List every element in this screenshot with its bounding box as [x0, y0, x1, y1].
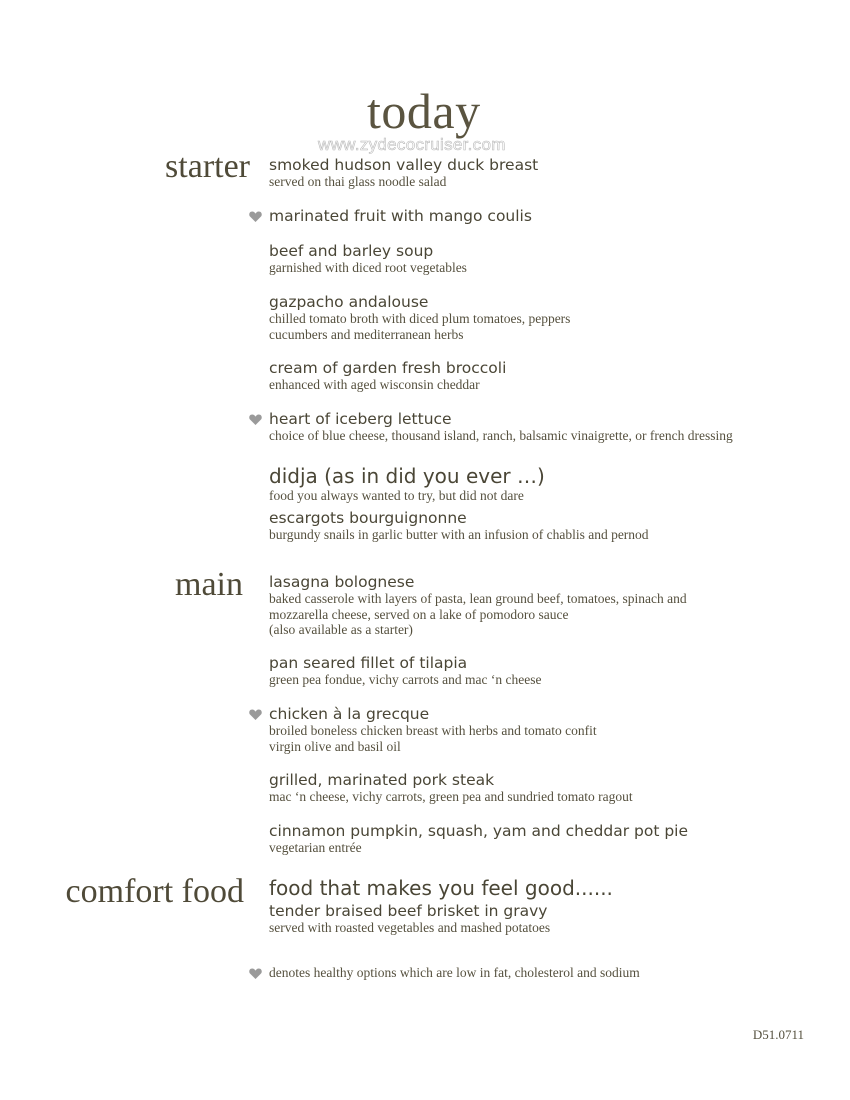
item-name: tender braised beef brisket in gravy: [269, 902, 548, 920]
heart-icon: [249, 211, 262, 222]
item-name: gazpacho andalouse: [269, 293, 429, 311]
starter-item: [269, 293, 829, 342]
comfort-block: [269, 876, 829, 936]
item-name: escargots bourguignonne: [269, 508, 467, 527]
item-name: cream of garden fresh broccoli: [269, 359, 507, 377]
item-desc: cucumbers and mediterranean herbs: [269, 326, 464, 342]
main-item: [269, 654, 829, 688]
menu-title: today: [367, 83, 481, 139]
section-main: main: [175, 566, 243, 603]
didja-heading: didja (as in did you ever …): [269, 464, 545, 488]
starter-item: [269, 410, 829, 444]
main-item: [269, 822, 829, 856]
item-name: heart of iceberg lettuce: [269, 410, 452, 428]
footnote-text: denotes healthy options which are low in fat, cholesterol and sodium: [269, 965, 640, 980]
item-desc: burgundy snails in garlic butter with an infusion of chablis and pernod: [269, 526, 649, 542]
main-item: [269, 771, 829, 805]
comfort-heading: food that makes you feel good......: [269, 876, 613, 900]
item-name: pan seared fillet of tilapia: [269, 654, 468, 672]
item-name: grilled, marinated pork steak: [269, 771, 495, 789]
healthy-footnote: [269, 965, 640, 981]
item-name: lasagna bolognese: [269, 573, 415, 591]
starter-item: [269, 156, 829, 190]
item-desc: vegetarian entrée: [269, 840, 362, 855]
main-item: [269, 705, 829, 754]
item-name: cinnamon pumpkin, squash, yam and cheddar pot pie: [269, 822, 689, 840]
item-desc: virgin olive and basil oil: [269, 738, 401, 754]
menu-code: D51.0711: [752, 1027, 804, 1042]
item-desc: chilled tomato broth with diced plum tomatoes, peppers: [269, 311, 571, 326]
item-desc: enhanced with aged wisconsin cheddar: [269, 377, 480, 392]
main-item: [269, 573, 829, 638]
starter-item: [269, 242, 829, 276]
item-name: beef and barley soup: [269, 242, 434, 260]
heart-icon: [249, 968, 262, 979]
item-name: marinated fruit with mango coulis: [269, 207, 532, 225]
item-desc: choice of blue cheese, thousand island, ranch, balsamic vinaigrette, or french dressing: [269, 428, 733, 443]
starter-item: [269, 207, 829, 225]
watermark-text: www.zydecocruiser.com: [318, 135, 506, 154]
section-comfort-food: comfort food: [65, 873, 244, 910]
item-desc: mac ‘n cheese, vichy carrots, green pea and sundried tomato ragout: [269, 789, 633, 804]
item-desc: mozzarella cheese, served on a lake of pomodoro sauce: [269, 606, 569, 622]
item-desc: (also available as a starter): [269, 622, 413, 637]
didja-block: [269, 464, 829, 542]
item-desc: garnished with diced root vegetables: [269, 260, 467, 275]
didja-subheading: food you always wanted to try, but did not dare: [269, 488, 524, 503]
item-desc: green pea fondue, vichy carrots and mac ‘n cheese: [269, 672, 542, 687]
item-name: chicken à la grecque: [269, 705, 430, 723]
section-starter: starter: [165, 148, 250, 185]
item-desc: broiled boneless chicken breast with herbs and tomato confit: [269, 723, 597, 738]
starter-item: [269, 359, 829, 393]
heart-icon: [249, 414, 262, 425]
heart-icon: [249, 709, 262, 720]
item-desc: served with roasted vegetables and mashed potatoes: [269, 920, 551, 935]
item-desc: baked casserole with layers of pasta, lean ground beef, tomatoes, spinach and: [269, 591, 687, 606]
item-desc: served on thai glass noodle salad: [269, 174, 447, 189]
item-name: smoked hudson valley duck breast: [269, 156, 539, 174]
